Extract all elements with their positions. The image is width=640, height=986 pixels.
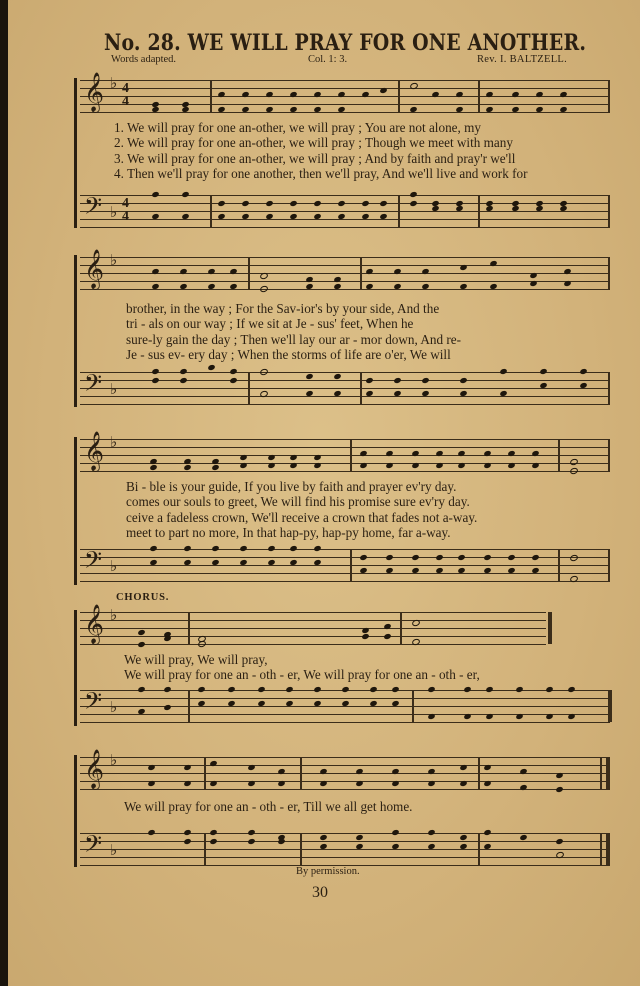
time-signature: 4 4 xyxy=(122,81,129,109)
flat-icon: ♭ xyxy=(110,203,118,221)
treble-staff xyxy=(80,604,546,644)
flat-icon: ♭ xyxy=(110,841,118,859)
bass-staff xyxy=(80,192,610,227)
music-system-3 xyxy=(74,431,610,585)
bass-clef-icon: 𝄢 xyxy=(84,369,103,402)
page-binding-edge xyxy=(0,0,8,986)
chorus-label: CHORUS. xyxy=(116,592,170,603)
treble-clef-icon: 𝄞 xyxy=(84,604,105,644)
page-number: 30 xyxy=(312,884,328,901)
flat-icon: ♭ xyxy=(110,380,118,398)
composer-credit: Rev. I. BALTZELL. xyxy=(477,54,568,65)
music-system-4-chorus xyxy=(74,604,610,726)
words-credit: Words adapted. xyxy=(111,54,177,65)
chorus-lyrics: We will pray for one an - oth - er, Till we all get home. xyxy=(124,799,413,814)
hymn-title: No. 28. WE WILL PRAY FOR ONE ANOTHER. xyxy=(104,30,587,56)
treble-staff xyxy=(80,431,610,471)
flat-icon: ♭ xyxy=(110,74,118,92)
flat-icon: ♭ xyxy=(110,433,118,451)
system-brace xyxy=(74,755,77,867)
bass-clef-icon: 𝄢 xyxy=(84,687,103,720)
music-system-2 xyxy=(74,249,610,407)
verse-lyrics: Bi - ble is your guide, If you live by faith and prayer ev'ry day. comes our souls to greet, We will find his promise sure ev'ry day. ceive a fadeless crown, We'll receive a crown that fades not a-way. meet to part no more, In that hap-py, hap-py home, far a-way. xyxy=(126,479,478,540)
treble-staff xyxy=(80,249,610,289)
time-signature: 4 4 xyxy=(122,196,129,224)
system-brace xyxy=(74,78,77,228)
system-brace xyxy=(74,255,77,407)
treble-clef-icon: 𝄞 xyxy=(84,431,105,471)
scripture-reference: Col. 1: 3. xyxy=(308,54,348,65)
permission-note: By permission. xyxy=(296,866,360,877)
bass-clef-icon: 𝄢 xyxy=(84,192,103,225)
flat-icon: ♭ xyxy=(110,751,118,769)
flat-icon: ♭ xyxy=(110,251,118,269)
flat-icon: ♭ xyxy=(110,557,118,575)
bass-clef-icon: 𝄢 xyxy=(84,830,103,863)
verse-lyrics: brother, in the way ; For the Sav-ior's by your side, And the tri - als on our way ; If we sit at Je - sus' feet, When he sure-ly gain the day ; Then we'll lay our ar - mor down, And re- Je - sus ev- ery day ; When the storms of life are o'er, We will xyxy=(126,301,462,362)
treble-staff xyxy=(80,749,610,789)
music-system-5 xyxy=(74,749,610,867)
bass-staff xyxy=(80,687,610,722)
treble-staff xyxy=(80,72,610,112)
treble-clef-icon: 𝄞 xyxy=(84,249,105,289)
bass-clef-icon: 𝄢 xyxy=(84,546,103,579)
flat-icon: ♭ xyxy=(110,698,118,716)
verse-lyrics: 1. We will pray for one an-other, we will pray ; You are not alone, my 2. We will pray for one an-other, we will pray ; Though we meet with many 3. We will pray for one an-other, we will pray ; And by faith and pray'r we'll 4. Then we'll pray for one another, then we'll pray, And we'll live and work for xyxy=(114,120,528,181)
bass-staff xyxy=(80,369,610,404)
system-brace xyxy=(74,437,77,585)
chorus-lyrics: We will pray, We will pray, We will pray for one an - oth - er, We will pray for one an - oth - er, xyxy=(124,652,480,683)
bass-staff xyxy=(80,546,610,581)
treble-clef-icon: 𝄞 xyxy=(84,749,105,789)
bass-staff xyxy=(80,830,610,865)
music-system-1 xyxy=(74,72,610,228)
system-brace xyxy=(74,610,77,726)
flat-icon: ♭ xyxy=(110,606,118,624)
treble-clef-icon: 𝄞 xyxy=(84,72,105,112)
